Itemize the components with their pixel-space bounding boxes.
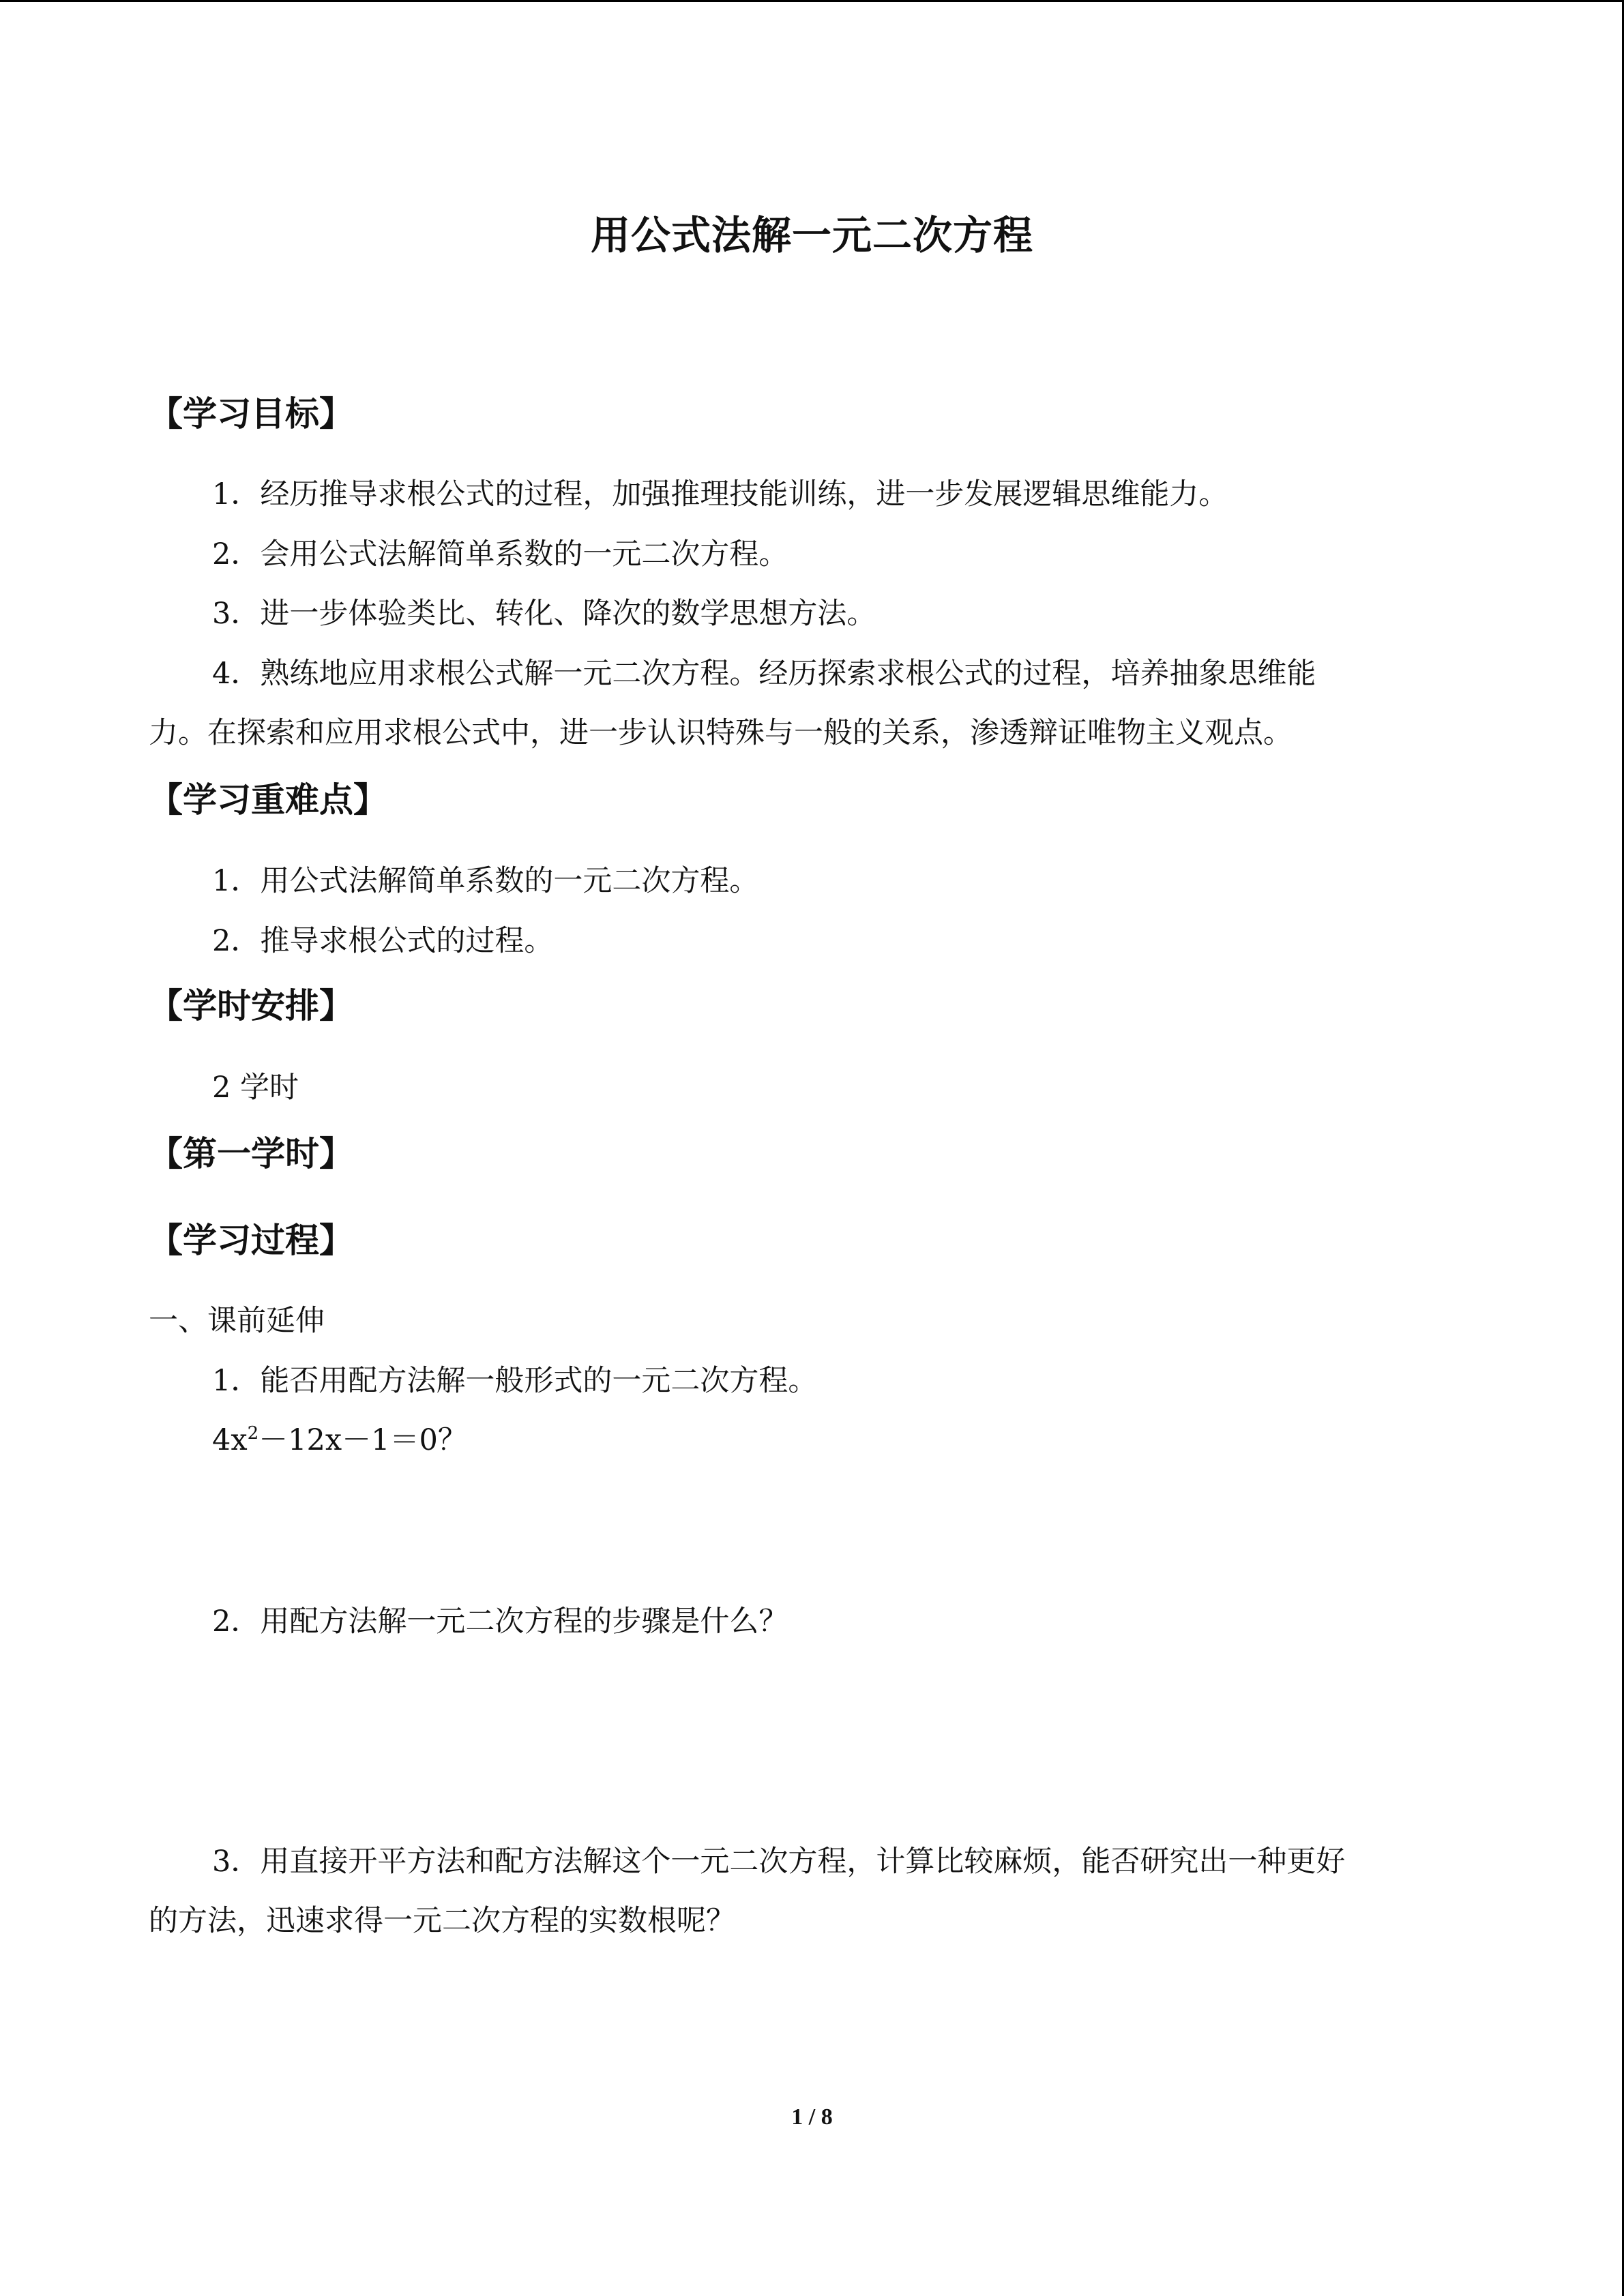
schedule-text: 2 学时 [212,1071,299,1105]
question-2: 2．用配方法解一元二次方程的步骤是什么？ [212,1605,788,1639]
heading-objectives: 【学习目标】 [149,394,353,434]
objective-item-2: 2．会用公式法解简单系数的一元二次方程。 [212,537,788,571]
question-1-equation [212,1420,467,1461]
keypoint-item-2: 2．推导求根公式的过程。 [212,924,554,958]
question-3: 3．用直接开平方法和配方法解这个一元二次方程，计算比较麻烦，能否研究出一种更好 [212,1845,1346,1879]
objective-item-1: 1．经历推导求根公式的过程，加强推理技能训练，进一步发展逻辑思维能力。 [212,477,1228,511]
heading-lesson-1: 【第一学时】 [149,1134,353,1174]
keypoint-item-1: 1．用公式法解简单系数的一元二次方程。 [212,864,759,898]
objective-item-4: 4．熟练地应用求根公式解一元二次方程。经历探索求根公式的过程，培养抽象思维能 [212,657,1316,691]
document-title: 用公式法解一元二次方程 [590,212,1033,258]
equation-lead: 4x [212,1423,248,1457]
equation-tail: －12x－1＝0？ [259,1423,467,1457]
question-1: 1．能否用配方法解一般形式的一元二次方程。 [212,1364,818,1398]
equation-exponent: 2 [247,1423,259,1444]
page-border-top [0,0,1624,2]
objective-item-4-continued: 力。在探索和应用求根公式中，进一步认识特殊与一般的关系，渗透辩证唯物主义观点。 [149,716,1293,750]
question-3-continued: 的方法，迅速求得一元二次方程的实数根呢？ [149,1904,735,1938]
part-1-title: 一、课前延伸 [149,1304,325,1338]
heading-process: 【学习过程】 [149,1221,353,1260]
heading-schedule: 【学时安排】 [149,986,353,1026]
heading-keypoints: 【学习重难点】 [149,780,387,820]
page-number: 1 / 8 [791,2104,833,2130]
objective-item-3: 3．进一步体验类比、转化、降次的数学思想方法。 [212,597,876,631]
